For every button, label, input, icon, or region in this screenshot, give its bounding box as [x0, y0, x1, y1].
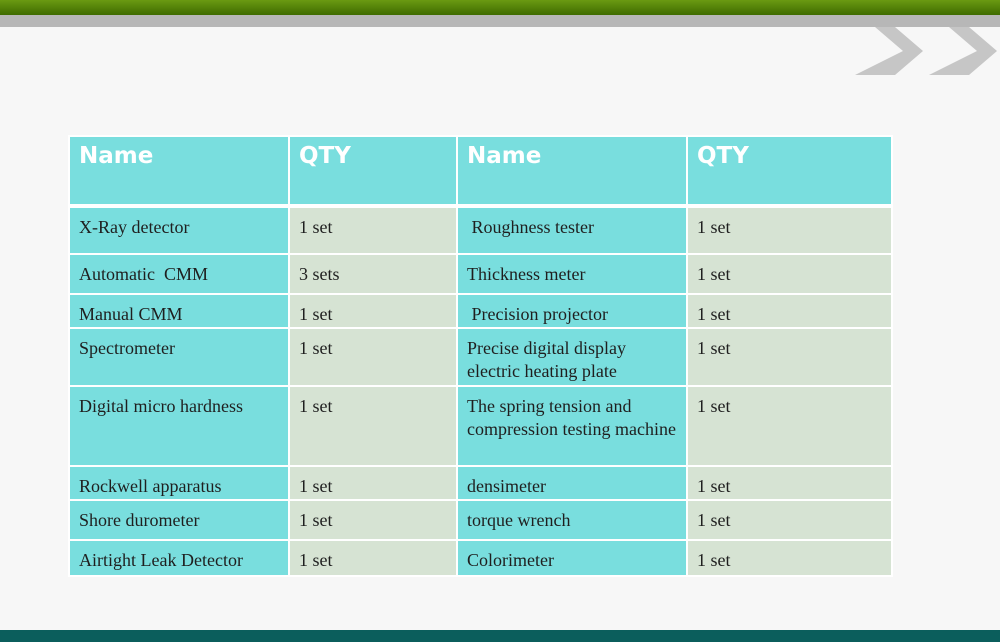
quantity-cell: 1 set: [289, 500, 457, 540]
quantity-cell: 1 set: [687, 540, 892, 576]
quantity-cell: 3 sets: [289, 254, 457, 294]
equipment-name-cell: densimeter: [457, 466, 687, 500]
header-row: [69, 136, 892, 206]
table-row: [69, 500, 892, 540]
equipment-name-cell: Rockwell apparatus: [69, 466, 289, 500]
header-name-2: Name: [457, 136, 687, 206]
quantity-cell: 1 set: [687, 294, 892, 328]
quantity-cell: 1 set: [289, 328, 457, 386]
table-row: [69, 386, 892, 466]
equipment-name-cell: Roughness tester: [457, 206, 687, 254]
chevron-left-shape: [855, 27, 923, 75]
double-chevron-right-icon: [855, 27, 1000, 75]
equipment-name-cell: Thickness meter: [457, 254, 687, 294]
quantity-cell: 1 set: [687, 386, 892, 466]
equipment-name-cell: Airtight Leak Detector: [69, 540, 289, 576]
quantity-cell: 1 set: [687, 328, 892, 386]
top-accent-bar: [0, 0, 1000, 15]
equipment-name-cell: Manual CMM: [69, 294, 289, 328]
quantity-cell: 1 set: [687, 254, 892, 294]
equipment-name-cell: Spectrometer: [69, 328, 289, 386]
quantity-cell: 1 set: [289, 294, 457, 328]
bottom-accent-bar: [0, 630, 1000, 642]
equipment-name-cell: Shore durometer: [69, 500, 289, 540]
quantity-cell: 1 set: [289, 386, 457, 466]
equipment-name-cell: The spring tension and compression testing machine: [457, 386, 687, 466]
quantity-cell: 1 set: [687, 466, 892, 500]
equipment-name-cell: torque wrench: [457, 500, 687, 540]
quantity-cell: 1 set: [289, 206, 457, 254]
table-row: [69, 328, 892, 386]
equipment-table: [68, 135, 893, 577]
table-row: [69, 294, 892, 328]
equipment-name-cell: X-Ray detector: [69, 206, 289, 254]
equipment-name-cell: Digital micro hardness: [69, 386, 289, 466]
quantity-cell: 1 set: [687, 206, 892, 254]
equipment-name-cell: Colorimeter: [457, 540, 687, 576]
equipment-name-cell: Automatic CMM: [69, 254, 289, 294]
equipment-name-cell: Precise digital display electric heating plate: [457, 328, 687, 386]
table-row: [69, 206, 892, 254]
header-qty-1: QTY: [289, 136, 457, 206]
table-row: [69, 466, 892, 500]
chevron-right-shape: [929, 27, 997, 75]
equipment-name-cell: Precision projector: [457, 294, 687, 328]
top-gray-bar: [0, 15, 1000, 27]
table-row: [69, 540, 892, 576]
quantity-cell: 1 set: [289, 540, 457, 576]
quantity-cell: 1 set: [687, 500, 892, 540]
table-row: [69, 254, 892, 294]
quantity-cell: 1 set: [289, 466, 457, 500]
header-name-1: Name: [69, 136, 289, 206]
header-qty-2: QTY: [687, 136, 892, 206]
